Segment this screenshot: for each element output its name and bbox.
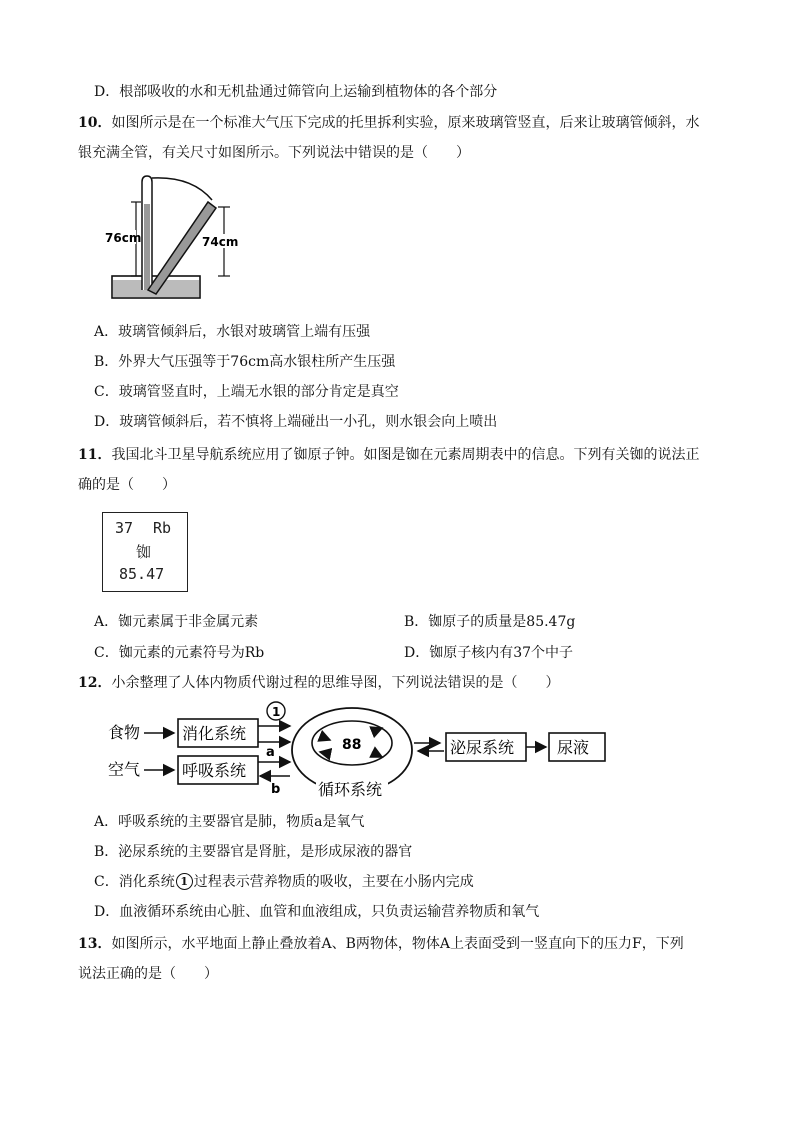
q11-option-a: A．铷元素属于非金属元素 — [94, 614, 259, 630]
svg-text:88: 88 — [342, 737, 362, 753]
q11-option-c: C．铷元素的元素符号为Rb — [94, 645, 265, 661]
q11-stem-line2: 确的是（ ） — [78, 477, 176, 493]
urine-label: 尿液 — [557, 738, 590, 757]
atomic-number: 37 — [115, 519, 134, 537]
element-symbol: Rb — [153, 519, 172, 537]
q11-option-d: D．铷原子核内有37个中子 — [404, 645, 574, 661]
circled-one-icon: 1 — [176, 873, 193, 890]
question-number: 11． — [78, 447, 112, 463]
q13-stem-text1: 如图所示，水平地面上静止叠放着A、B两物体，物体A上表面受到一竖直向下的压力F，下列 — [111, 936, 684, 952]
q12-stem-text: 小余整理了人体内物质代谢过程的思维导图，下列说法错误的是（ ） — [111, 675, 560, 691]
label-74cm: 74cm — [202, 235, 239, 249]
q10-option-a: A．玻璃管倾斜后，水银对玻璃管上端有压强 — [94, 324, 371, 340]
q11-stem-text1: 我国北斗卫星导航系统应用了铷原子钟。如图是铷在元素周期表中的信息。下列有关铷的说法正 — [111, 447, 700, 463]
element-card-rubidium — [102, 512, 188, 592]
q13-stem-line2: 说法正确的是（ ） — [78, 966, 218, 982]
q12-option-c-prefix: C．消化系统 — [94, 874, 175, 890]
q11-stem-line1 — [78, 445, 699, 465]
digestive-system-label: 消化系统 — [182, 724, 247, 743]
element-name: 铷 — [136, 543, 152, 561]
substance-a-label: a — [266, 745, 275, 760]
air-label: 空气 — [108, 760, 141, 779]
q9-option-d: D．根部吸收的水和无机盐通过筛管向上运输到植物体的各个部分 — [94, 84, 498, 100]
q10-option-c: C．玻璃管竖直时，上端无水银的部分肯定是真空 — [94, 384, 399, 400]
circulatory-system-label: 循环系统 — [318, 780, 383, 799]
question-number: 10． — [78, 115, 112, 131]
q10-stem-line1 — [78, 113, 699, 133]
torricelli-figure — [100, 170, 250, 305]
q10-option-b: B．外界大气压强等于76cm高水银柱所产生压强 — [94, 354, 396, 370]
q12-option-c — [94, 872, 474, 892]
q12-option-a: A．呼吸系统的主要器官是肺，物质a是氧气 — [94, 814, 365, 830]
label-76cm: 76cm — [105, 231, 142, 245]
question-number: 13． — [78, 936, 112, 952]
vertical-tube — [142, 176, 152, 290]
metabolism-mind-map — [104, 700, 624, 804]
q12-option-d: D．血液循环系统由心脏、血管和血液组成，只负责运输营养物质和氧气 — [94, 904, 540, 920]
q11-option-b: B．铷原子的质量是85.47g — [404, 614, 576, 630]
q10-stem-text1: 如图所示是在一个标准大气压下完成的托里拆利实验，原来玻璃管竖直，后来让玻璃管倾斜，水 — [111, 115, 700, 131]
q10-stem-line2: 银充满全管，有关尺寸如图所示。下列说法中错误的是（ ） — [78, 145, 470, 161]
food-label: 食物 — [108, 723, 141, 742]
rotation-arc — [152, 178, 212, 200]
question-number: 12． — [78, 675, 112, 691]
atomic-mass: 85.47 — [119, 565, 165, 583]
q12-option-b: B．泌尿系统的主要器官是肾脏，是形成尿液的器官 — [94, 844, 413, 860]
substance-b-label: b — [271, 782, 281, 797]
q12-stem-line — [78, 673, 559, 693]
respiratory-system-label: 呼吸系统 — [182, 761, 247, 780]
svg-text:1: 1 — [272, 705, 281, 719]
q12-option-c-suffix: 过程表示营养物质的吸收，主要在小肠内完成 — [193, 874, 474, 890]
urinary-system-label: 泌尿系统 — [450, 738, 515, 757]
q13-stem-line1 — [78, 934, 684, 954]
q10-option-d: D．玻璃管倾斜后，若不慎将上端碰出一小孔，则水银会向上喷出 — [94, 414, 498, 430]
